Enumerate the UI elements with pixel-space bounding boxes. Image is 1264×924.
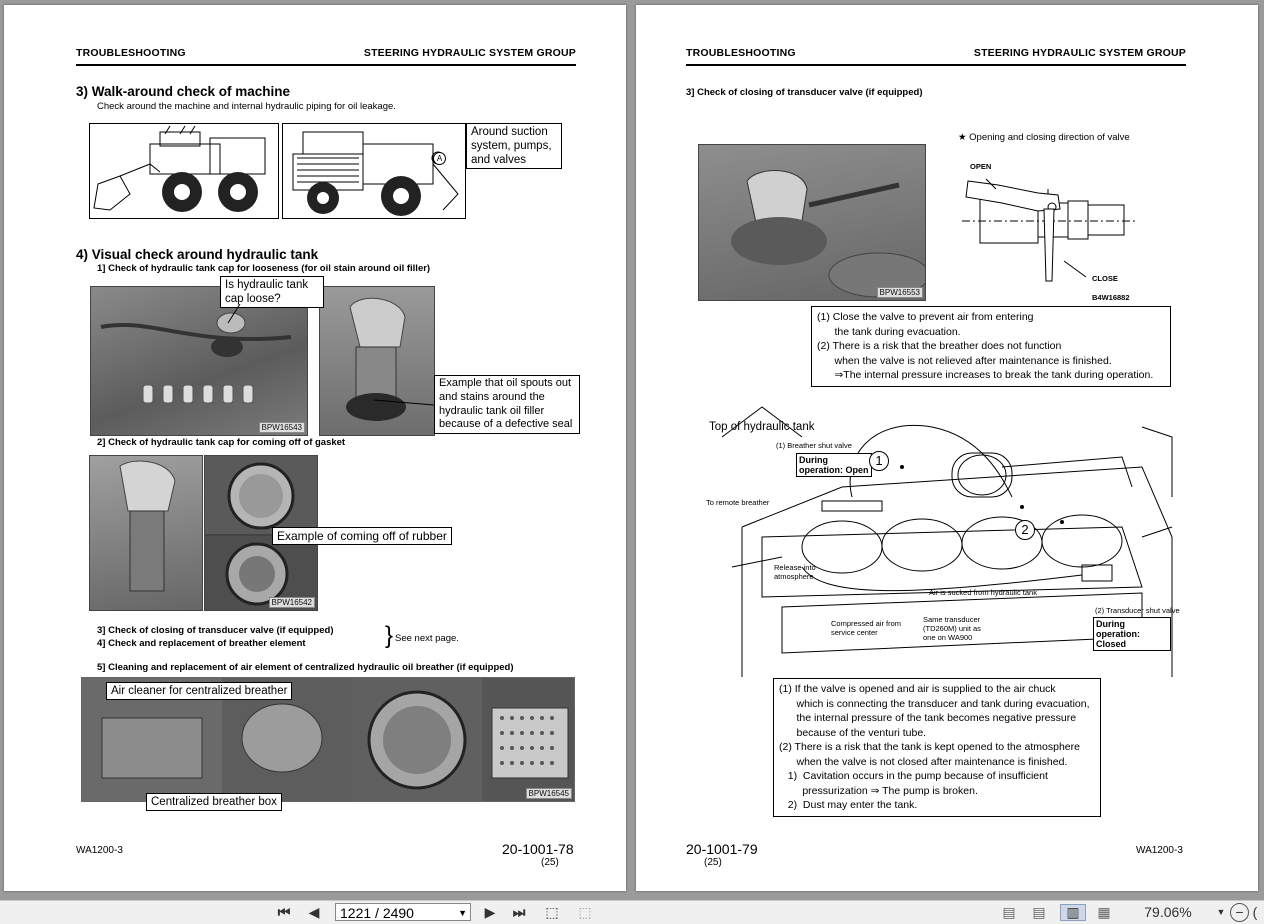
photo-tag-3: BPW16545 <box>526 788 572 799</box>
callout-cap-loose: Is hydraulic tank cap loose? <box>220 276 324 308</box>
note-1-line: ⇒The internal pressure increases to break the tank during operation. <box>817 369 1154 381</box>
note-2-line: 1) Cavitation occurs in the pump because of insufficient <box>779 770 1048 782</box>
item-2: 2] Check of hydraulic tank cap for coming off of gasket <box>97 437 346 448</box>
item-4: 4] Check and replacement of breather element <box>97 638 306 649</box>
section-3-title: 3) Walk-around check of machine <box>76 84 291 99</box>
note-box-2 <box>773 678 1101 817</box>
label-during-closed: During operation: Closed <box>1093 617 1171 651</box>
marker-2: 2 <box>1015 520 1035 540</box>
valve-close-label: CLOSE <box>1092 274 1118 283</box>
see-next-page: See next page. <box>395 633 459 644</box>
prev-page-icon[interactable]: ◀ <box>308 904 320 920</box>
next-page-icon[interactable]: ▶ <box>484 904 496 920</box>
section-4-title: 4) Visual check around hydraulic tank <box>76 247 319 262</box>
copy-page-icon[interactable]: ⬚ <box>578 904 592 920</box>
transducer-valve-photo <box>698 144 926 301</box>
callout-air-cleaner: Air cleaner for centralized breather <box>106 682 292 700</box>
page-input-value: 1221 / 2490 <box>340 905 414 921</box>
note-1-line: the tank during evacuation. <box>817 325 961 338</box>
two-page-continuous-icon[interactable]: ▦ <box>1097 904 1111 920</box>
note-2-line: (2) There is a risk that the tank is kept opened to the atmosphere <box>779 741 1080 753</box>
gasket-photo-top <box>204 455 318 535</box>
zoom-dropdown-icon[interactable]: ▼ <box>1216 907 1226 917</box>
page-sub: (25) <box>541 857 559 868</box>
brace: } <box>385 622 394 649</box>
valve-direction-drawing <box>948 153 1138 302</box>
footer-model: WA1200-3 <box>1136 845 1183 856</box>
page-number: 20-1001-78 <box>502 841 574 857</box>
page-number-input[interactable] <box>335 903 471 921</box>
label-remote-breather: To remote breather <box>706 498 770 507</box>
marker-a: A <box>433 152 446 165</box>
header-left: TROUBLESHOOTING <box>76 47 186 59</box>
chevron-down-icon[interactable]: ▼ <box>458 908 467 918</box>
zoom-level[interactable]: 79.06% <box>1144 904 1192 920</box>
gasket-photo-bottom <box>204 535 318 611</box>
label-release: Release into atmosphere <box>774 563 816 581</box>
photo-tag-2: BPW16542 <box>269 597 315 608</box>
header-left: TROUBLESHOOTING <box>686 47 796 59</box>
single-page-view-icon[interactable]: ▤ <box>1002 904 1016 920</box>
note-1-line: when the valve is not relieved after maintenance is finished. <box>817 354 1112 367</box>
header-right: STEERING HYDRAULIC SYSTEM GROUP <box>363 47 576 59</box>
header-rule <box>686 64 1186 66</box>
label-breather-shut: (1) Breather shut valve <box>776 441 852 450</box>
item-3: 3] Check of closing of transducer valve (if equipped) <box>97 625 334 636</box>
two-page-view-icon[interactable]: ▥ <box>1060 904 1086 921</box>
photo-tag: BPW16553 <box>877 287 923 298</box>
document-page-right <box>636 5 1258 891</box>
note-2-line: (1) If the valve is opened and air is supplied to the air chuck <box>779 683 1056 695</box>
note-2-line: the internal pressure of the tank becomes negative pressure <box>779 712 1077 724</box>
note-box-1 <box>811 306 1171 387</box>
note-2-line: 2) Dust may enter the tank. <box>779 799 918 811</box>
marker-1: 1 <box>869 451 889 471</box>
valve-direction-note: ★ Opening and closing direction of valve <box>958 132 1130 143</box>
page-sub: (25) <box>704 857 722 868</box>
cap-photo <box>89 455 203 611</box>
callout-rubber: Example of coming off of rubber <box>272 527 452 545</box>
note-2-line: which is connecting the transducer and tank during evacuation, <box>779 697 1090 710</box>
note-1-line: (2) There is a risk that the breather does not function <box>817 340 1062 352</box>
document-page-left <box>4 5 626 891</box>
label-same-transducer: Same transducer (TD260M) unit as one on WA900 <box>923 615 981 642</box>
note-2-line: pressurization ⇒ The pump is broken. <box>779 784 978 797</box>
label-air-sucked: Air is sucked from hydraulic tank <box>929 588 1037 597</box>
item-5: 5] Cleaning and replacement of air element of centralized hydraulic oil breather (if equipped) <box>97 662 514 673</box>
zoom-out-icon[interactable]: − <box>1230 903 1249 922</box>
callout-suction: Around suction system, pumps, and valves <box>466 123 562 169</box>
header-right: STEERING HYDRAULIC SYSTEM GROUP <box>973 47 1186 59</box>
footer-model: WA1200-3 <box>76 845 123 856</box>
valve-drawing-tag: B4W16882 <box>1092 293 1130 302</box>
item-3-title: 3] Check of closing of transducer valve (if equipped) <box>686 87 923 98</box>
label-during-open: During operation: Open <box>796 453 872 477</box>
photo-tag-1: BPW16543 <box>259 422 305 433</box>
section-3-desc: Check around the machine and internal hydraulic piping for oil leakage. <box>97 101 396 112</box>
diagram-title: Top of hydraulic tank <box>709 421 815 433</box>
continuous-view-icon[interactable]: ▤ <box>1032 904 1046 920</box>
valve-open-label: OPEN <box>970 162 992 171</box>
label-compressed-air: Compressed air from service center <box>831 619 902 637</box>
page-number: 20-1001-79 <box>686 841 758 857</box>
first-page-icon[interactable]: ⏮ <box>277 904 291 920</box>
note-2-line: when the valve is not closed after maintenance is finished. <box>779 755 1068 768</box>
callout-oil-spouts: Example that oil spouts out and stains around the hydraulic tank oil filler because of a defective seal <box>434 375 580 434</box>
last-page-icon[interactable]: ⏭ <box>512 904 526 920</box>
rotate-page-icon[interactable]: ⬚ <box>545 904 559 920</box>
bottom-toolbar <box>0 900 1264 924</box>
label-transducer-shut: (2) Transducer shut valve <box>1095 606 1180 615</box>
zoom-more-icon[interactable]: ( <box>1252 904 1258 920</box>
item-1: 1] Check of hydraulic tank cap for looseness (for oil stain around oil filler) <box>97 263 431 274</box>
note-2-line: because of the venturi tube. <box>779 726 927 739</box>
note-1-line: (1) Close the valve to prevent air from entering <box>817 311 1034 323</box>
callout-breather-box: Centralized breather box <box>146 793 282 811</box>
